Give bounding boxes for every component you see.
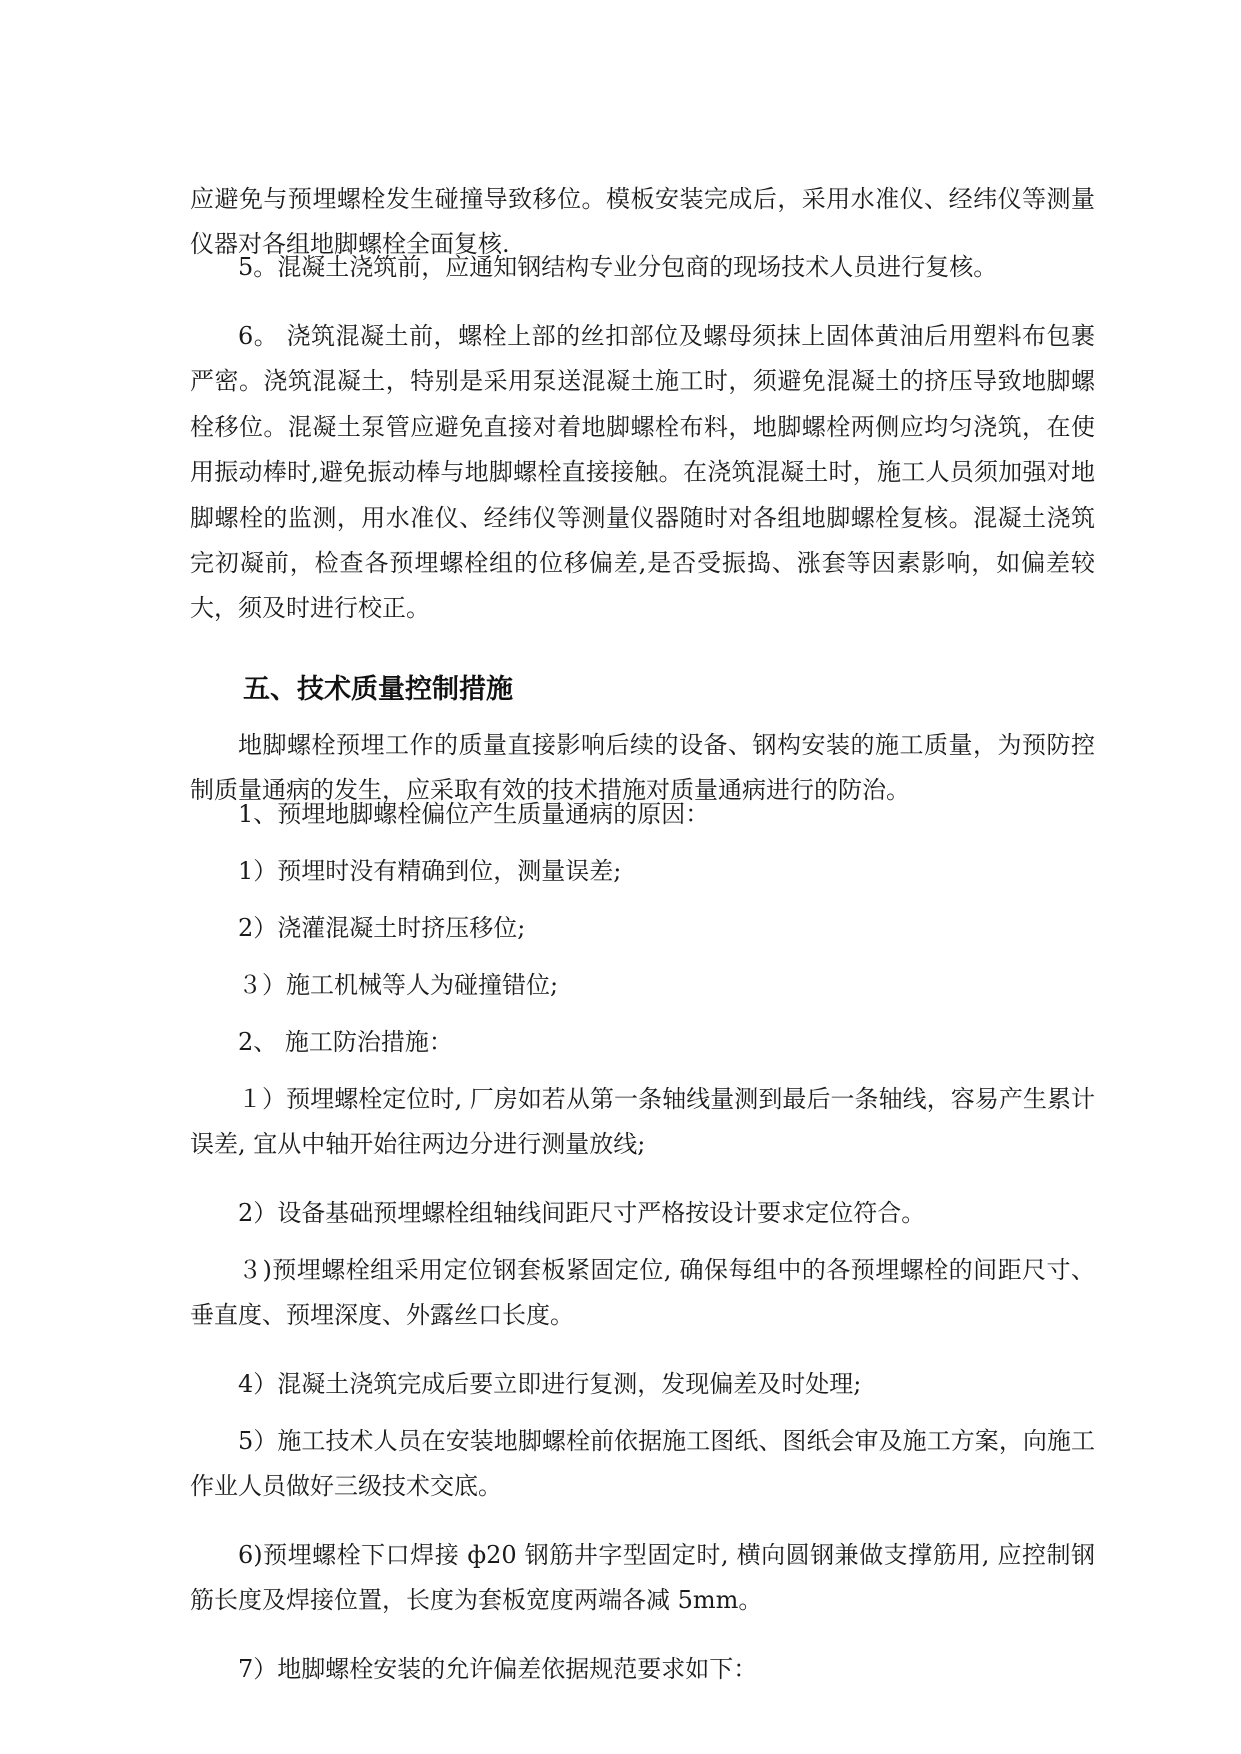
paragraph-cause-1: 1）预埋时没有精确到位，测量误差;	[238, 857, 622, 885]
paragraph-item-6: 6。 浇筑混凝土前，螺栓上部的丝扣部位及螺母须抹上固体黄油后用塑料布包裹严密。浇筑混凝土，特别是采用泵送混凝土施工时，须避免混凝土的挤压导致地脚螺栓移位。混凝土泵管应避免直接对着地脚螺栓布料，地脚螺栓两侧应均匀浇筑，在使用振动棒时,避免振动棒与地脚螺栓直接接触。在浇筑混凝土时，施工人员须加强对地脚螺栓的监测，用水准仪、经纬仪等测量仪器随时对各组地脚螺栓复核。混凝土浇筑完初凝前，检查各预埋螺栓组的位移偏差,是否受振捣、涨套等因素影响，如偏差较大，须及时进行校正。	[190, 322, 1095, 623]
paragraph-cause-3: ３）施工机械等人为碰撞错位;	[238, 971, 559, 999]
paragraph-cause-2: 2）浇灌混凝土时挤压移位;	[238, 914, 526, 942]
paragraph-measure-6: 6)预埋螺栓下口焊接 ф20 钢筋井字型固定时, 横向圆钢兼做支撑筋用, 应控制钢筋长度及焊接位置，长度为套板宽度两端各减 5mm。	[190, 1541, 1095, 1615]
paragraph-item-5: 5。混凝土浇筑前，应通知钢结构专业分包商的现场技术人员进行复核。	[238, 253, 998, 281]
paragraph-measure-3: ３)预埋螺栓组采用定位钢套板紧固定位, 确保每组中的各预埋螺栓的间距尺寸、垂直度、预埋深度、外露丝口长度。	[190, 1256, 1095, 1330]
paragraph-measure-5: 5）施工技术人员在安装地脚螺栓前依据施工图纸、图纸会审及施工方案，向施工作业人员做好三级技术交底。	[190, 1427, 1095, 1501]
paragraph-measures-heading: 2、 施工防治措施：	[238, 1028, 453, 1056]
paragraph-causes-heading: 1、预埋地脚螺栓偏位产生质量通病的原因：	[238, 800, 710, 828]
paragraph-measure-2: 2）设备基础预埋螺栓组轴线间距尺寸严格按设计要求定位符合。	[238, 1199, 926, 1227]
paragraph-continuation: 应避免与预埋螺栓发生碰撞导致移位。模板安装完成后，采用水准仪、经纬仪等测量仪器对各组地脚螺栓全面复核.	[190, 185, 1095, 259]
paragraph-intro: 地脚螺栓预埋工作的质量直接影响后续的设备、钢构安装的施工质量，为预防控制质量通病的发生，应采取有效的技术措施对质量通病进行的防治。	[190, 731, 1095, 805]
section-heading: 五、技术质量控制措施	[243, 674, 513, 705]
paragraph-measure-4: 4）混凝土浇筑完成后要立即进行复测，发现偏差及时处理;	[238, 1370, 862, 1398]
paragraph-measure-1: １）预埋螺栓定位时, 厂房如若从第一条轴线量测到最后一条轴线，容易产生累计误差, 宜从中轴开始往两边分进行测量放线;	[190, 1085, 1095, 1159]
paragraph-measure-7: 7）地脚螺栓安装的允许偏差依据规范要求如下：	[238, 1655, 758, 1683]
